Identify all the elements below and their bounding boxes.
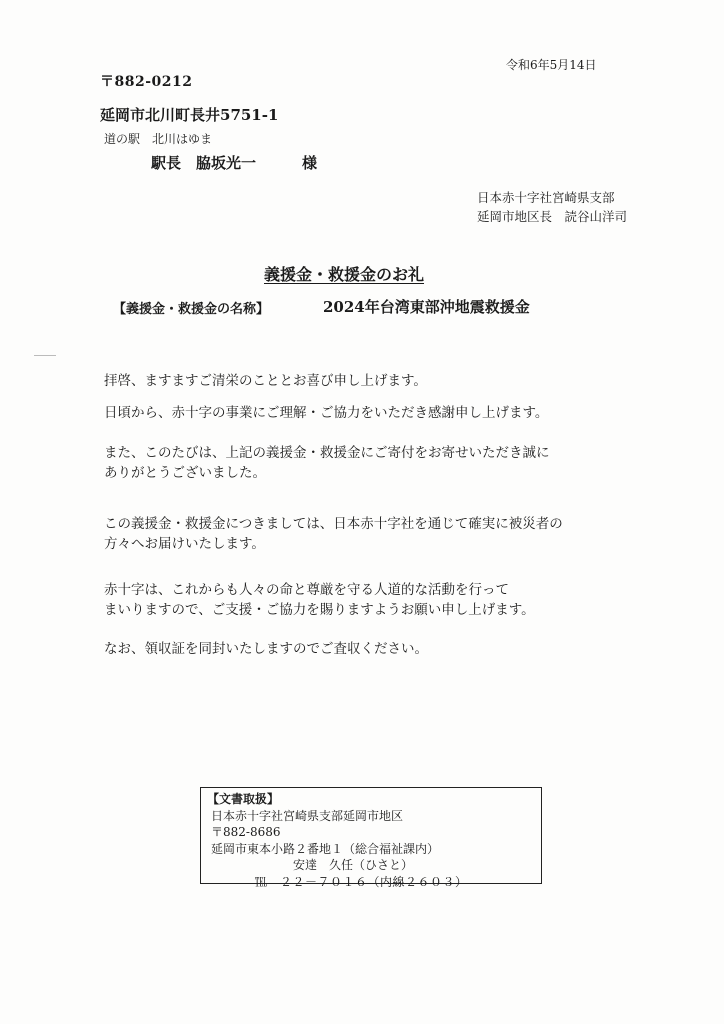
paragraph-line: ありがとうございました。: [104, 465, 266, 481]
document-handling-box: [200, 787, 542, 889]
paragraph-line: この義援金・救援金につきましては、日本赤十字社を通じて確実に被災者の: [104, 516, 563, 532]
paragraph-line: また、このたびは、上記の義援金・救援金にご寄付をお寄せいただき誠に: [104, 445, 550, 461]
recipient-honorific: 様: [302, 154, 318, 172]
paragraph-thanks-support: [104, 403, 548, 423]
recipient-address: 延岡市北川町長井5751-1: [100, 106, 279, 124]
recipient-name: 駅長 脇坂光一: [151, 154, 257, 172]
handling-office: 日本赤十字社宮崎県支部延岡市地区: [211, 808, 404, 823]
paragraph-receipt: [104, 639, 428, 659]
handling-contact: 安達 久任（ひさと）: [293, 858, 414, 872]
letter-title: 義援金・救援金のお礼: [264, 265, 425, 284]
paragraph-thanks-donation: [104, 443, 550, 483]
punch-hole-mark: [34, 355, 56, 356]
handling-address: 延岡市東本小路２番地１（総合福祉課内）: [211, 841, 440, 856]
paragraph-line: なお、領収証を同封いたしますのでご査収ください。: [104, 641, 428, 657]
fund-label: 【義援金・救援金の名称】: [113, 302, 270, 317]
recipient-postal-code: 〒882-0212: [100, 74, 193, 90]
handling-tel: ℡ ２２－７０１６（内線２６０３）: [255, 874, 468, 889]
handling-postal-code: 〒882-8686: [211, 825, 281, 839]
sender-title-name: 延岡市地区長 読谷山洋司: [477, 209, 628, 224]
paragraph-delivery: [104, 514, 563, 554]
paragraph-line: 赤十字は、これからも人々の命と尊厳を守る人道的な活動を行って: [104, 582, 509, 598]
paragraph-line: 方々へお届けいたします。: [104, 536, 265, 552]
handling-title: 【文書取扱】: [207, 792, 280, 806]
recipient-organization: 道の駅 北川はゆま: [104, 132, 213, 146]
paragraph-greeting: [104, 371, 427, 391]
sender-organization: 日本赤十字社宮崎県支部: [477, 190, 615, 205]
paragraph-line: 日頃から、赤十字の事業にご理解・ご協力をいただき感謝申し上げます。: [104, 405, 549, 421]
letter-date: 令和6年5月14日: [506, 58, 597, 72]
recipient-name-line: [151, 152, 317, 173]
paragraph-request: [104, 580, 535, 620]
paragraph-line: まいりますので、ご支援・ご協力を賜りますようお願い申し上げます。: [104, 602, 535, 618]
fund-name: 2024年台湾東部沖地震救援金: [323, 298, 530, 316]
paragraph-line: 拝啓、ますますご清栄のこととお喜び申し上げます。: [104, 373, 427, 389]
